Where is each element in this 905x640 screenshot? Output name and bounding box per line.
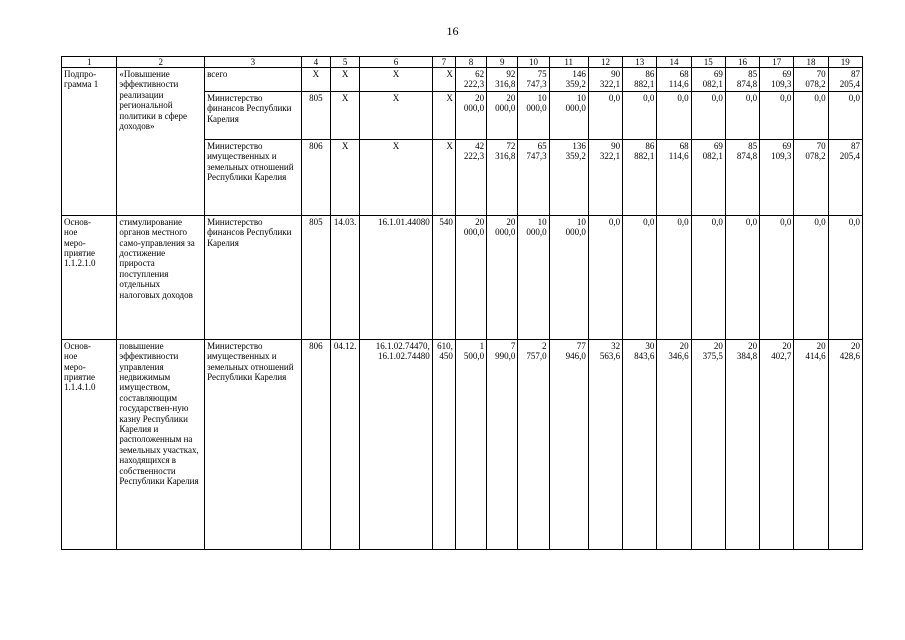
value-cell: 1 500,0 xyxy=(455,339,486,549)
value-cell: 2 757,0 xyxy=(518,339,549,549)
column-header: 7 xyxy=(432,57,455,68)
code-cell: Х xyxy=(331,91,360,139)
value-cell: 20 000,0 xyxy=(455,91,486,139)
value-cell: 68 114,6 xyxy=(657,68,691,92)
executor-cell: Министерство имущественных и земельных отношений Республики Карелия xyxy=(205,339,302,549)
code-cell: Х xyxy=(360,91,433,139)
value-cell: 69 109,3 xyxy=(760,139,794,215)
code-cell: 14.03. xyxy=(331,215,360,339)
row-title: стимулирование органов местного само-управления за достижение прироста поступления отдельных налоговых доходов xyxy=(117,215,205,339)
code-cell: 806 xyxy=(301,339,330,549)
value-cell: 75 747,3 xyxy=(518,68,549,92)
value-cell: 90 322,1 xyxy=(588,68,622,92)
column-header: 11 xyxy=(549,57,588,68)
value-cell: 0,0 xyxy=(691,215,725,339)
row-title: «Повышение эффективности реализации региональной политики в сфере доходов» xyxy=(117,68,205,216)
executor-cell: Министерство имущественных и земельных отношений Республики Карелия xyxy=(205,139,302,215)
table-row xyxy=(62,68,863,92)
column-header: 12 xyxy=(588,57,622,68)
value-cell: 69 109,3 xyxy=(760,68,794,92)
column-header: 3 xyxy=(205,57,302,68)
value-cell: 42 222,3 xyxy=(455,139,486,215)
value-cell: 0,0 xyxy=(623,91,657,139)
value-cell: 146 359,2 xyxy=(549,68,588,92)
value-cell: 92 316,8 xyxy=(487,68,518,92)
value-cell: 70 078,2 xyxy=(794,139,828,215)
row-name: Основ- ное меро- приятие 1.1.4.1.0 xyxy=(62,339,117,549)
value-cell: 20 346,6 xyxy=(657,339,691,549)
table-row xyxy=(62,215,863,339)
value-cell: 20 384,8 xyxy=(725,339,759,549)
value-cell: 32 563,6 xyxy=(588,339,622,549)
column-header: 4 xyxy=(301,57,330,68)
value-cell: 0,0 xyxy=(725,91,759,139)
column-header: 10 xyxy=(518,57,549,68)
value-cell: 0,0 xyxy=(657,91,691,139)
value-cell: 0,0 xyxy=(828,91,862,139)
value-cell: 70 078,2 xyxy=(794,68,828,92)
budget-table xyxy=(61,56,863,550)
row-name: Основ- ное меро- приятие 1.1.2.1.0 xyxy=(62,215,117,339)
column-header: 18 xyxy=(794,57,828,68)
value-cell: 0,0 xyxy=(725,215,759,339)
value-cell: 20 428,6 xyxy=(828,339,862,549)
column-header: 17 xyxy=(760,57,794,68)
value-cell: 87 205,4 xyxy=(828,68,862,92)
executor-cell: всего xyxy=(205,68,302,92)
value-cell: 65 747,3 xyxy=(518,139,549,215)
value-cell: 62 222,3 xyxy=(455,68,486,92)
value-cell: 0,0 xyxy=(623,215,657,339)
value-cell: 0,0 xyxy=(657,215,691,339)
code-cell: Х xyxy=(432,91,455,139)
value-cell: 10 000,0 xyxy=(549,215,588,339)
executor-cell: Министерство финансов Республики Карелия xyxy=(205,91,302,139)
value-cell: 85 874,8 xyxy=(725,139,759,215)
value-cell: 69 082,1 xyxy=(691,68,725,92)
code-cell: 806 xyxy=(301,139,330,215)
column-header: 16 xyxy=(725,57,759,68)
value-cell: 86 882,1 xyxy=(623,68,657,92)
column-header: 1 xyxy=(62,57,117,68)
code-cell: 610, 450 xyxy=(432,339,455,549)
value-cell: 87 205,4 xyxy=(828,139,862,215)
column-header: 6 xyxy=(360,57,433,68)
value-cell: 10 000,0 xyxy=(518,91,549,139)
value-cell: 20 402,7 xyxy=(760,339,794,549)
value-cell: 0,0 xyxy=(588,91,622,139)
code-cell: 805 xyxy=(301,91,330,139)
value-cell: 0,0 xyxy=(760,215,794,339)
code-cell: Х xyxy=(331,68,360,92)
executor-cell: Министерство финансов Республики Карелия xyxy=(205,215,302,339)
code-cell: 16.1.01.44080 xyxy=(360,215,433,339)
code-cell: Х xyxy=(360,68,433,92)
code-cell: Х xyxy=(360,139,433,215)
value-cell: 30 843,6 xyxy=(623,339,657,549)
column-header: 15 xyxy=(691,57,725,68)
value-cell: 0,0 xyxy=(794,215,828,339)
code-cell: Х xyxy=(432,139,455,215)
value-cell: 0,0 xyxy=(760,91,794,139)
value-cell: 20 000,0 xyxy=(455,215,486,339)
value-cell: 0,0 xyxy=(828,215,862,339)
column-header: 5 xyxy=(331,57,360,68)
table-row xyxy=(62,339,863,549)
column-header: 9 xyxy=(487,57,518,68)
value-cell: 72 316,8 xyxy=(487,139,518,215)
value-cell: 10 000,0 xyxy=(518,215,549,339)
value-cell: 20 414,6 xyxy=(794,339,828,549)
value-cell: 20 000,0 xyxy=(487,91,518,139)
value-cell: 20 000,0 xyxy=(487,215,518,339)
page-number: 16 xyxy=(446,24,459,38)
row-title: повышение эффективности управления недвижимым имуществом, составляющим государствен-ную казну Республики Карелия и расположенным на земельных участках, находящихся в собственности Республики Карелия xyxy=(117,339,205,549)
column-header: 13 xyxy=(623,57,657,68)
value-cell: 7 990,0 xyxy=(487,339,518,549)
value-cell: 10 000,0 xyxy=(549,91,588,139)
value-cell: 20 375,5 xyxy=(691,339,725,549)
code-cell: 04.12. xyxy=(331,339,360,549)
column-header: 8 xyxy=(455,57,486,68)
code-cell: Х xyxy=(331,139,360,215)
column-header: 19 xyxy=(828,57,862,68)
column-header: 14 xyxy=(657,57,691,68)
value-cell: 136 359,2 xyxy=(549,139,588,215)
value-cell: 69 082,1 xyxy=(691,139,725,215)
code-cell: 805 xyxy=(301,215,330,339)
value-cell: 77 946,0 xyxy=(549,339,588,549)
value-cell: 68 114,6 xyxy=(657,139,691,215)
value-cell: 90 322,1 xyxy=(588,139,622,215)
code-cell: Х xyxy=(301,68,330,92)
value-cell: 0,0 xyxy=(691,91,725,139)
code-cell: 16.1.02.74470, 16.1.02.74480 xyxy=(360,339,433,549)
code-cell: 540 xyxy=(432,215,455,339)
value-cell: 86 882,1 xyxy=(623,139,657,215)
value-cell: 0,0 xyxy=(794,91,828,139)
header-row xyxy=(62,57,863,68)
code-cell: Х xyxy=(432,68,455,92)
row-name: Подпро- грамма 1 xyxy=(62,68,117,216)
value-cell: 0,0 xyxy=(588,215,622,339)
value-cell: 85 874,8 xyxy=(725,68,759,92)
column-header: 2 xyxy=(117,57,205,68)
